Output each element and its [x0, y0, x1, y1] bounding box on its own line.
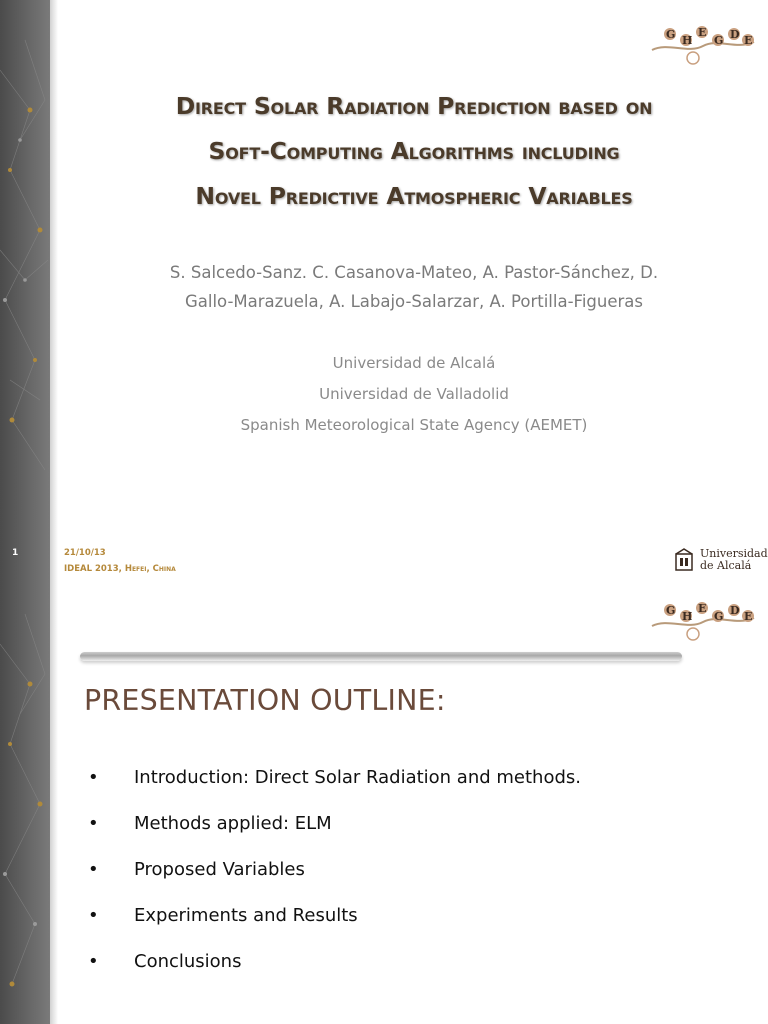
university-logo-text: Universidad de Alcalá [700, 547, 768, 572]
bullet-icon: • [88, 767, 99, 788]
svg-text:G: G [666, 604, 676, 617]
list-item-label: Proposed Variables [134, 859, 305, 880]
svg-text:H: H [682, 34, 693, 47]
group-logo [648, 596, 758, 644]
bullet-icon: • [88, 813, 99, 834]
svg-text:E: E [744, 34, 753, 47]
svg-text:E: E [698, 602, 707, 615]
list-item-label: Methods applied: ELM [134, 813, 332, 834]
group-logo [648, 20, 758, 68]
decorative-sidebar [0, 0, 50, 584]
authors [60, 258, 768, 316]
bullet-icon: • [88, 951, 99, 972]
list-item-label: Introduction: Direct Solar Radiation and methods. [134, 767, 581, 788]
svg-text:E: E [744, 610, 753, 623]
bullet-icon: • [88, 905, 99, 926]
svg-text:D: D [730, 28, 740, 41]
svg-text:G: G [666, 28, 676, 41]
sidebar-network-pattern [0, 0, 50, 584]
university-crest-icon [673, 548, 695, 572]
svg-text:E: E [698, 26, 707, 39]
authors-line: S. Salcedo-Sanz. C. Casanova-Mateo, A. Pastor-Sánchez, D. [169, 263, 659, 282]
title-line: Soft-Computing Algorithms including [208, 137, 620, 165]
affiliation: Spanish Meteorological State Agency (AEMET) [240, 416, 588, 434]
list-item-label: Experiments and Results [134, 905, 358, 926]
footer-date: 21/10/13 [64, 548, 106, 558]
header-divider [80, 652, 682, 661]
slide-number: 1 [12, 548, 19, 558]
outline-title: PRESENTATION OUTLINE: [84, 684, 446, 717]
bullet-icon: • [88, 859, 99, 880]
affiliation: Universidad de Valladolid [319, 385, 509, 403]
decorative-sidebar [0, 584, 50, 1024]
affiliation: Universidad de Alcalá [332, 354, 496, 372]
title-line: Novel Predictive Atmospheric Variables [195, 182, 633, 210]
sidebar-network-pattern [0, 584, 50, 1024]
footer-conference: IDEAL 2013, Hefei, China [64, 564, 176, 574]
affiliations [60, 348, 768, 441]
svg-text:H: H [682, 610, 693, 623]
title-line: Direct Solar Radiation Prediction based on [175, 92, 653, 120]
svg-text:G: G [714, 34, 724, 47]
svg-text:D: D [730, 604, 740, 617]
list-item-label: Conclusions [134, 951, 242, 972]
authors-line: Gallo-Marazuela, A. Labajo-Salarzar, A. Portilla-Figueras [184, 292, 643, 311]
outline-slide [0, 584, 768, 1024]
svg-text:G: G [714, 610, 724, 623]
presentation-title [60, 84, 768, 219]
